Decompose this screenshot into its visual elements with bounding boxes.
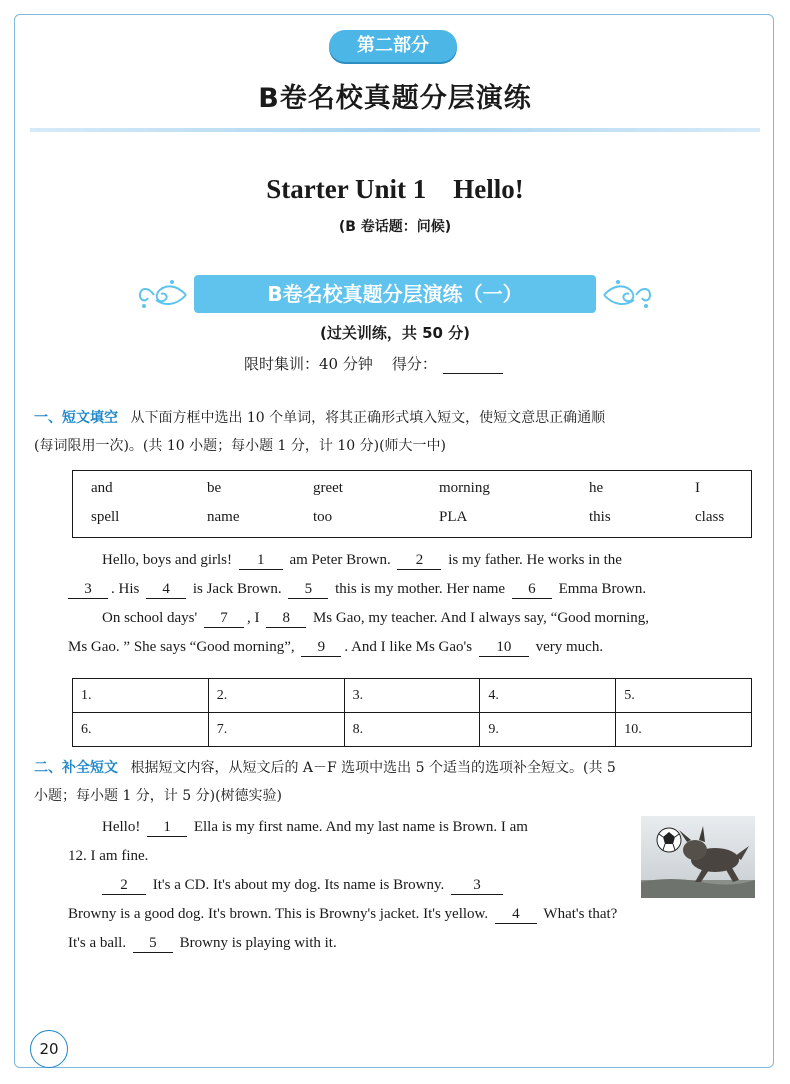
passage-text: Ella is my first name. And my last name is Brown. I am (193, 819, 528, 835)
passage-text: very much. (535, 639, 604, 655)
timer-score-line (244, 353, 503, 374)
answer-table (72, 678, 752, 747)
q1-tag: 短文填空 (62, 410, 118, 426)
blank-5[interactable]: 5 (288, 580, 328, 599)
blank-1[interactable]: 1 (239, 551, 283, 570)
passage-text: is my father. He works in the (448, 552, 622, 568)
passage-text: Browny is playing with it. (179, 935, 337, 951)
blank-7[interactable]: 7 (204, 609, 244, 628)
blank-10[interactable]: 10 (479, 638, 529, 657)
q2-number: 二、 (34, 760, 62, 776)
word-bank-item: this (589, 509, 611, 525)
passage-text: What's that? (543, 906, 618, 922)
unit-title: Starter Unit 1 Hello! (266, 174, 524, 204)
blank-9[interactable]: 9 (301, 638, 341, 657)
answer-cell[interactable]: 10. (616, 713, 752, 747)
passage-text: . And I like Ms Gao's (344, 639, 473, 655)
answer-cell[interactable]: 5. (616, 679, 752, 713)
q2-blank-1[interactable]: 1 (147, 818, 187, 837)
header-divider (30, 128, 760, 132)
q1-passage-line (68, 604, 758, 633)
passage-text: , I (246, 610, 260, 626)
q2-passage-line (68, 871, 628, 900)
part-badge: 第二部分 (329, 30, 457, 62)
passage-text: It's a CD. It's about my dog. Its name is Browny. (152, 877, 445, 893)
passage-text: It's a ball. (68, 935, 127, 951)
timer-label: 限时集训：40 分钟 得分： (244, 355, 437, 373)
word-bank-item: name (207, 509, 240, 525)
word-bank-item: PLA (439, 509, 468, 525)
q1-instructions (34, 404, 758, 460)
q2-passage-line (68, 900, 758, 929)
q1-passage-line (68, 575, 758, 604)
blank-4[interactable]: 4 (146, 580, 186, 599)
q2-passage-bottom (68, 900, 758, 958)
q2-blank-5[interactable]: 5 (133, 934, 173, 953)
q2-blank-4[interactable]: 4 (495, 905, 537, 924)
blank-3[interactable]: 3 (68, 580, 108, 599)
q1-passage-line (68, 546, 758, 575)
word-bank-item: class (695, 509, 725, 525)
passage-text: On school days' (102, 610, 198, 626)
answer-cell[interactable]: 3. (344, 679, 480, 713)
passage-text: am Peter Brown. (289, 552, 391, 568)
q2-instructions (34, 754, 758, 810)
word-bank-item: be (207, 480, 222, 496)
unit-subtitle: (B 卷话题：问候) (338, 219, 452, 235)
q2-instruction-line2: 小题；每小题 1 分，计 5 分)(树德实验) (34, 788, 283, 804)
answer-cell[interactable]: 6. (73, 713, 209, 747)
page-number: 20 (30, 1030, 68, 1068)
passage-text: is Jack Brown. (192, 581, 282, 597)
q1-instruction-line1: 从下面方框中选出 10 个单词，将其正确形式填入短文，使短文意思正确通顺 (130, 410, 606, 426)
answer-cell[interactable]: 7. (208, 713, 344, 747)
passage-text: . His (111, 581, 140, 597)
q2-instruction-line1: 根据短文内容，从短文后的 A－F 选项中选出 5 个适当的选项补全短文。(共 5 (130, 760, 616, 776)
main-title: B卷名校真题分层演练 (258, 83, 532, 114)
q1-passage (68, 546, 758, 662)
word-bank-item: greet (313, 480, 343, 496)
passage-text: Ms Gao, my teacher. And I always say, “Good morning, (312, 610, 649, 626)
q2-blank-2[interactable]: 2 (102, 876, 146, 895)
answer-cell[interactable]: 9. (480, 713, 616, 747)
blank-6[interactable]: 6 (512, 580, 552, 599)
q2-tag: 补全短文 (62, 760, 118, 776)
answer-cell[interactable]: 2. (208, 679, 344, 713)
word-bank-item: he (589, 480, 604, 496)
passage-text: this is my mother. Her name (335, 581, 506, 597)
blank-8[interactable]: 8 (266, 609, 306, 628)
answer-cell[interactable]: 4. (480, 679, 616, 713)
word-bank (72, 470, 752, 538)
left-flourish-icon (134, 276, 190, 314)
q2-blank-3[interactable]: 3 (451, 876, 503, 895)
q2-passage-line (68, 813, 628, 842)
word-bank-item: spell (91, 509, 120, 525)
section-banner: B卷名校真题分层演练（一） (194, 275, 596, 313)
dog-with-ball-illustration (641, 816, 755, 898)
q1-passage-line (68, 633, 758, 662)
q2-passage-top (68, 813, 628, 900)
blank-2[interactable]: 2 (397, 551, 441, 570)
word-bank-item: morning (439, 480, 490, 496)
answer-cell[interactable]: 8. (344, 713, 480, 747)
passage-text: Emma Brown. (558, 581, 647, 597)
word-bank-item: I (695, 480, 700, 496)
passage-text: Browny is a good dog. It's brown. This is Browny's jacket. It's yellow. (68, 906, 489, 922)
score-blank[interactable] (443, 357, 503, 374)
word-bank-item: too (313, 509, 333, 525)
q1-instruction-line2: (每词限用一次)。(共 10 小题；每小题 1 分，计 10 分)(师大一中) (34, 438, 447, 454)
passage-text: Hello! (102, 819, 141, 835)
training-note: (过关训练，共 50 分) (319, 324, 471, 342)
right-flourish-icon (600, 276, 656, 314)
word-bank-item: and (91, 480, 113, 496)
q2-passage-line (68, 929, 758, 958)
q1-number: 一、 (34, 410, 62, 426)
answer-cell[interactable]: 1. (73, 679, 209, 713)
passage-text: Ms Gao. ” She says “Good morning”, (68, 639, 295, 655)
passage-text: Hello, boys and girls! (102, 552, 232, 568)
q2-passage-line: 12. I am fine. (68, 848, 149, 864)
